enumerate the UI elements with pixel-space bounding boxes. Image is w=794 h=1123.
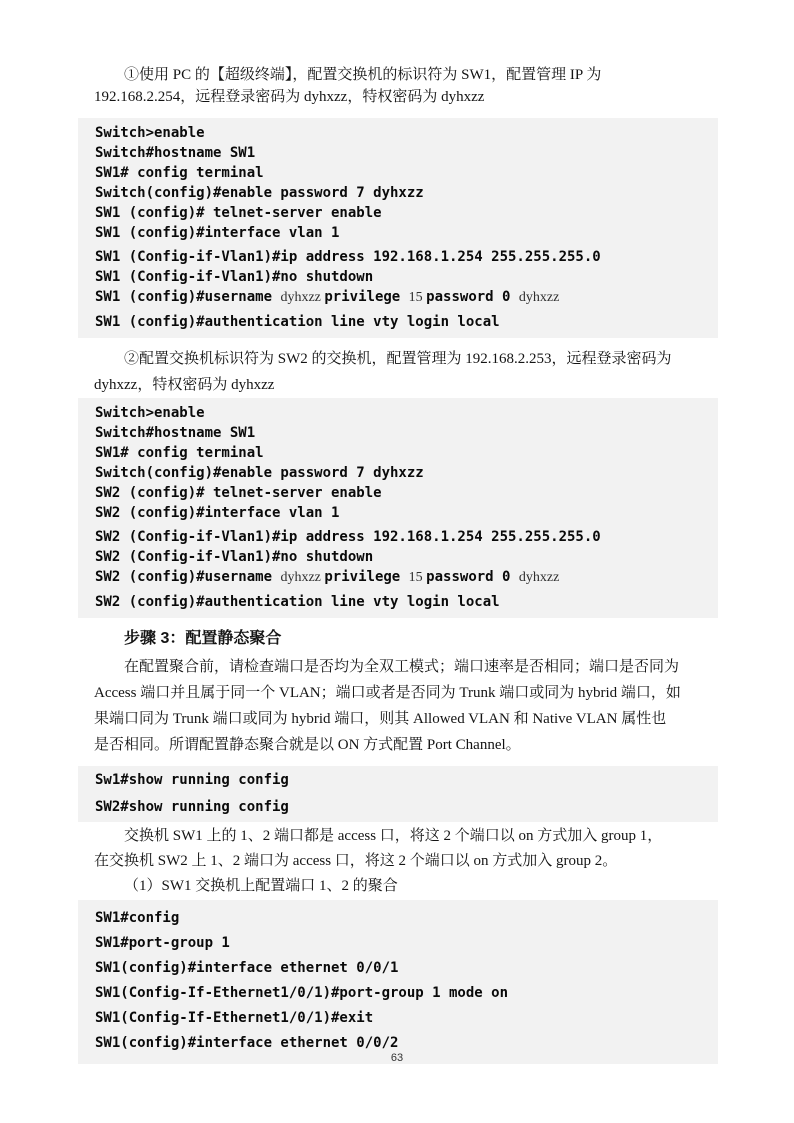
code-line: [95, 183, 710, 203]
code-line: [95, 203, 710, 223]
code-command-text: SW1# config terminal: [95, 445, 264, 461]
code-command-text: SW1 (Config-if-Vlan1)#no shutdown: [95, 269, 374, 285]
code-argument-text: 15: [408, 570, 427, 585]
code-argument-text: dyhxzz: [280, 290, 325, 305]
paragraph-line: 是否相同。所谓配置静态聚合就是以 ON 方式配置 Port Channel。: [94, 737, 521, 753]
code-line: [95, 287, 710, 308]
code-line: [95, 956, 710, 981]
code-line: [95, 143, 710, 163]
intro-paragraph-sw2: [78, 346, 718, 398]
code-line: [95, 592, 710, 612]
code-argument-text: dyhxzz: [280, 570, 325, 585]
code-block-sw1-basic-config: [78, 118, 718, 338]
code-command-text: SW1 (config)#authentication line vty login local: [95, 314, 500, 330]
code-command-text: SW1 (config)# telnet-server enable: [95, 205, 382, 221]
code-line: [95, 567, 710, 588]
code-line: [95, 123, 710, 143]
code-line: [95, 163, 710, 183]
paragraph-line: 交换机 SW1 上的 1、2 端口都是 access 口，将这 2 个端口以 on 方式加入 group 1，: [124, 828, 663, 844]
code-command-text: SW1(config)#interface ethernet 0/0/1: [95, 960, 399, 976]
paragraph-line: ②配置交换机标识符为 SW2 的交换机，配置管理为 192.168.2.253，远程登录密码为: [124, 351, 672, 367]
code-command-text: SW1# config terminal: [95, 165, 264, 181]
code-command-text: SW1(Config-If-Ethernet1/0/1)#exit: [95, 1010, 374, 1026]
step3-heading: 步骤 3：配置静态聚合: [124, 630, 282, 647]
code-line: [95, 247, 710, 267]
code-line: [95, 312, 710, 332]
code-command-text: SW2 (Config-if-Vlan1)#ip address 192.168.1.254 255.255.255.0: [95, 529, 601, 545]
code-command-text: privilege: [324, 569, 409, 585]
code-command-text: SW1 (config)#username: [95, 289, 281, 305]
intro-paragraph-sw1: [78, 64, 718, 108]
code-command-text: Switch>enable: [95, 405, 205, 421]
code-command-text: Switch#hostname SW1: [95, 145, 256, 161]
code-line: [95, 403, 710, 423]
code-line: [95, 770, 710, 791]
code-line: [95, 503, 710, 523]
code-line: [95, 463, 710, 483]
code-command-text: privilege: [324, 289, 409, 305]
code-command-text: SW2 (config)#interface vlan 1: [95, 505, 340, 521]
code-line: [95, 423, 710, 443]
code-command-text: SW1#config: [95, 910, 180, 926]
code-line: [95, 1006, 710, 1031]
paragraph-line: dyhxzz，特权密码为 dyhxzz: [94, 377, 275, 393]
code-command-text: Switch(config)#enable password 7 dyhxzz: [95, 465, 424, 481]
code-command-text: SW2 (config)#authentication line vty login local: [95, 594, 500, 610]
aggregation-description-paragraph: [78, 824, 718, 874]
code-argument-text: dyhxzz: [518, 570, 560, 585]
code-argument-text: dyhxzz: [518, 290, 560, 305]
paragraph-line: Access 端口并且属于同一个 VLAN；端口或者是否同为 Trunk 端口或同为 hybrid 端口，如: [94, 685, 681, 701]
code-line: [95, 981, 710, 1006]
paragraph-line: （1）SW1 交换机上配置端口 1、2 的聚合: [124, 878, 398, 894]
code-command-text: SW2#show running config: [95, 799, 289, 815]
code-block-show-running-config: [78, 766, 718, 822]
code-command-text: SW1 (Config-if-Vlan1)#ip address 192.168.1.254 255.255.255.0: [95, 249, 601, 265]
paragraph-line: ①使用 PC 的【超级终端】，配置交换机的标识符为 SW1，配置管理 IP 为: [124, 67, 602, 83]
code-argument-text: 15: [408, 290, 427, 305]
code-line: [95, 483, 710, 503]
code-line: [95, 931, 710, 956]
code-block-sw1-port-aggregation: [78, 900, 718, 1064]
paragraph-line: 在交换机 SW2 上 1、2 端口为 access 口，将这 2 个端口以 on 方式加入 group 2。: [94, 853, 618, 869]
code-command-text: SW2 (config)#username: [95, 569, 281, 585]
code-command-text: SW2 (Config-if-Vlan1)#no shutdown: [95, 549, 374, 565]
code-line: [95, 443, 710, 463]
paragraph-line: 在配置聚合前，请检查端口是否均为全双工模式；端口速率是否相同；端口是否同为: [124, 659, 680, 675]
code-line: [95, 906, 710, 931]
code-command-text: Sw1#show running config: [95, 772, 289, 788]
code-line: [95, 223, 710, 243]
code-command-text: Switch>enable: [95, 125, 205, 141]
code-command-text: SW1(config)#interface ethernet 0/0/2: [95, 1035, 399, 1051]
code-command-text: Switch#hostname SW1: [95, 425, 256, 441]
step3-description-paragraph: [78, 654, 718, 758]
code-command-text: password 0: [426, 289, 519, 305]
code-line: [95, 527, 710, 547]
code-line: [95, 547, 710, 567]
code-block-sw2-basic-config: [78, 398, 718, 618]
code-command-text: SW2 (config)# telnet-server enable: [95, 485, 382, 501]
paragraph-line: 果端口同为 Trunk 端口或同为 hybrid 端口，则其 Allowed VLAN 和 Native VLAN 属性也: [94, 711, 667, 727]
sw1-aggregation-subheading: [78, 874, 718, 899]
code-line: [95, 797, 710, 818]
page-number: 63: [390, 1052, 404, 1064]
code-command-text: Switch(config)#enable password 7 dyhxzz: [95, 185, 424, 201]
code-command-text: SW1(Config-If-Ethernet1/0/1)#port-group 1 mode on: [95, 985, 509, 1001]
paragraph-line: 192.168.2.254，远程登录密码为 dyhxzz，特权密码为 dyhxzz: [94, 89, 485, 105]
code-command-text: SW1 (config)#interface vlan 1: [95, 225, 340, 241]
code-command-text: SW1#port-group 1: [95, 935, 230, 951]
code-command-text: password 0: [426, 569, 519, 585]
code-line: [95, 267, 710, 287]
